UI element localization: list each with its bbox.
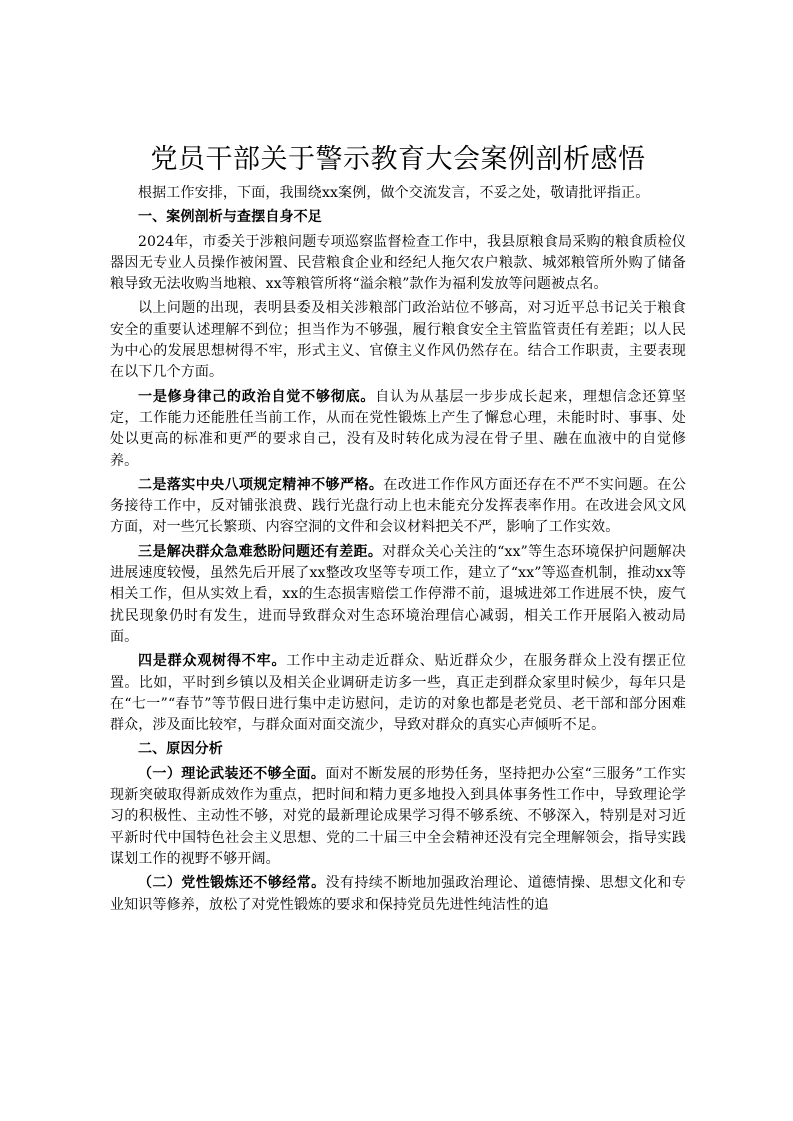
- item-lead: 一是修身律己的政治自觉不够彻底。: [138, 388, 376, 405]
- shortcoming-item-2: [110, 475, 686, 539]
- item-lead: 三是解决群众急难愁盼问题还有差距。: [138, 543, 383, 560]
- document-body: [110, 143, 686, 916]
- item-text: 面对不断发展的形势任务，坚持把办公室“三服务”工作实现新突破取得新成效作为重点，把时间和精力更多地投入到具体事务性工作中，导致理论学习的积极性、主动性不够，对党的最新理论成果学习得不够系统、不够深入，特别是对习近平新时代中国特色社会主义思想、党的二十届三中全会精神还没有完全理解领会，指导实践谋划工作的视野不够开阔。: [110, 765, 686, 867]
- paragraph-problem-summary: 以上问题的出现，表明县委及相关涉粮部门政治站位不够高，对习近平总书记关于粮食安全的重要认述理解不到位；担当作为不够强，履行粮食安全主管监管责任有差距；以人民为中心的发展思想树得不牢，形式主义、官僚主义作风仍然存在。结合工作职责，主要表现在以下几个方面。: [110, 300, 686, 381]
- section-heading-2: 二、原因分析: [138, 741, 223, 758]
- item-lead: （一）理论武装还不够全面。: [138, 765, 326, 782]
- section-heading-1: 一、案例剖析与查摆自身不足: [138, 209, 322, 226]
- item-text: 对群众关心关注的“xx”等生态环境保护问题解决进展速度较慢，虽然先后开展了xx整改攻坚等专项工作，建立了“xx”等巡查机制，推动xx等相关工作，但从实效上看，xx的生态损害赔偿工作停滞不前，退城进郊工作进展不快，废气扰民现象仍时有发生，进而导致群众对生态环境治理信心减弱，相关工作开展陷入被动局面。: [110, 543, 686, 645]
- item-lead: 四是群众观树得不牢。: [138, 653, 287, 670]
- item-lead: 二是落实中央八项规定精神不够严格。: [138, 476, 384, 493]
- shortcoming-item-4: [110, 651, 686, 736]
- paragraph-inspection-findings: 2024年，市委关于涉粮问题专项巡察监督检查工作中，我县原粮食局采购的粮食质检仪器因无专业人员操作被闲置、民营粮食企业和经纪人拖欠农户粮款、城郊粮管所外购了储备粮导致无法收购当地粮、xx等粮管所将“溢余粮”款作为福利发放等问题被点名。: [110, 233, 686, 293]
- shortcoming-item-1: [110, 387, 686, 472]
- shortcoming-item-3: [110, 542, 686, 648]
- item-text: 在改进工作作风方面还存在不严不实问题。在公务接待工作中，反对铺张浪费、践行光盘行动上也未能充分发挥表率作用。在改进会风文风方面，对一些冗长繁琐、内容空洞的文件和会议材料把关不严，影响了工作实效。: [110, 476, 686, 536]
- item-text: 没有持续不断地加强政治理论、道德情操、思想文化和专业知识等修养，放松了对党性锻炼的要求和保持党员先进性纯洁性的追: [110, 875, 687, 913]
- intro-paragraph: 根据工作安排，下面，我围绕xx案例，做个交流发言，不妥之处，敬请批评指正。: [138, 185, 650, 201]
- item-text: 自认为从基层一步步成长起来，理想信念还算坚定，工作能力还能胜任当前工作，从而在党性锻炼上产生了懈怠心理，未能时时、事事、处处以更高的标准和更严的要求自己，没有及时转化成为浸在骨子里、融在血液中的自觉修养。: [110, 388, 686, 469]
- document-title: 党员干部关于警示教育大会案例剖析感悟: [150, 144, 646, 175]
- item-lead: （二）党性锻炼还不够经常。: [138, 875, 326, 892]
- cause-item-2: [110, 873, 686, 916]
- cause-item-1: [110, 764, 686, 870]
- item-text: 工作中主动走近群众、贴近群众少，在服务群众上没有摆正位置。比如，平时到乡镇以及相关企业调研走访多一些，真正走到群众家里时候少，每年只是在“七一”“春节”等节假日进行集中走访慰问，走访的对象也都是老党员、老干部和部分困难群众，涉及面比较窄，与群众面对面交流少，导致对群众的真实心声倾听不足。: [110, 653, 686, 734]
